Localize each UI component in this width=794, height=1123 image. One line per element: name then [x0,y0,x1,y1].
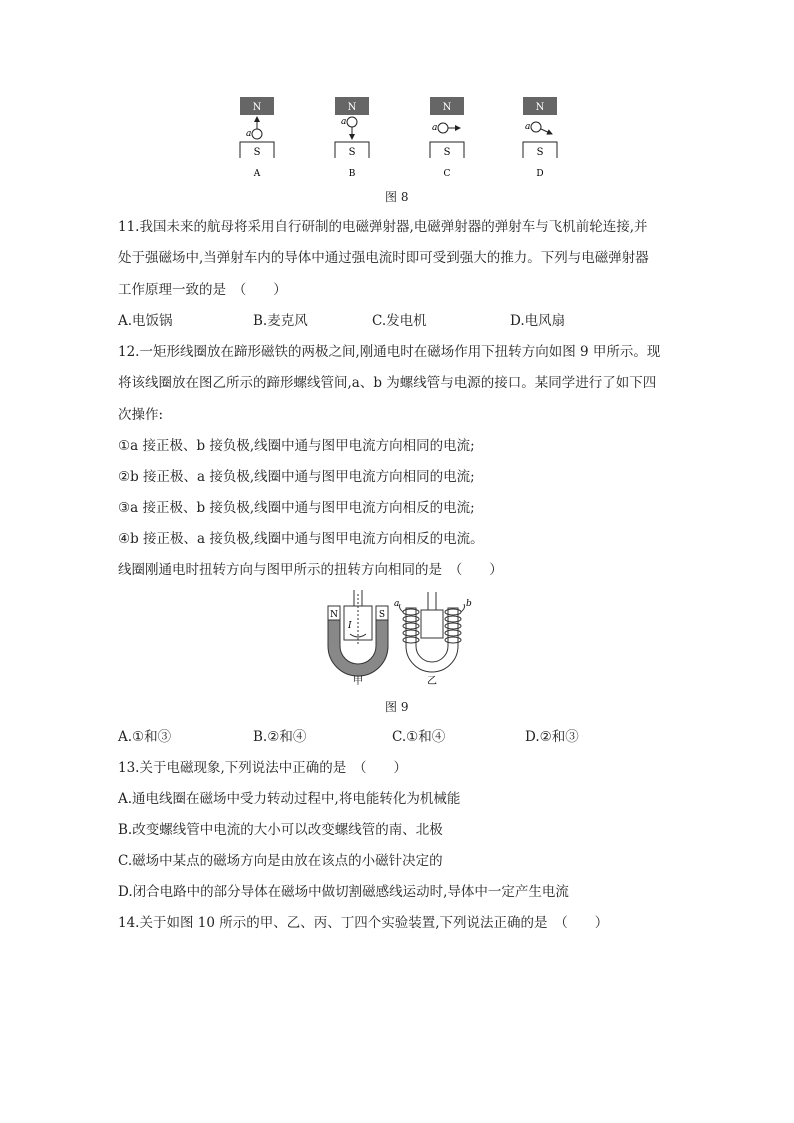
figure-8 [220,92,580,182]
panel-letter: D [536,169,544,179]
q12-question: 线圈刚通电时扭转方向与图甲所示的扭转方向相同的是 （ ） [118,562,503,578]
conductor-label: a [432,123,438,133]
panel-letter: B [348,169,356,179]
panel-c [430,97,464,179]
figure-9-caption: 图 9 [385,700,409,714]
south-label: S [348,147,356,158]
label-jia: 甲 [353,676,363,687]
panel-letter: C [443,169,451,179]
q13-option-c: C.磁场中某点的磁场方向是由放在该点的小磁针决定的 [118,853,443,869]
q11-line-3: 工作原理一致的是 （ ） [118,282,287,298]
q12-option-c: C.①和④ [392,729,446,745]
south-label: S [378,610,386,620]
conductor-circle [252,129,262,139]
q13-option-b: B.改变螺线管中电流的大小可以改变螺线管的南、北极 [118,822,443,838]
north-label: N [442,102,452,113]
north-label: N [347,102,357,113]
north-label: N [535,102,545,113]
q11-line-1: 11.我国未来的航母将采用自行研制的电磁弹射器,电磁弹射器的弹射车与飞机前轮连接,并 [118,219,648,235]
q13-line-1: 13.关于电磁现象,下列说法中正确的是 （ ） [118,760,408,776]
panel-b [335,97,369,179]
q13-option-a: A.通电线圈在磁场中受力转动过程中,将电能转化为机械能 [118,791,461,807]
conductor-label: a [525,122,531,132]
terminal-b-label: b [466,599,472,609]
terminal-a-wire [399,604,403,612]
q12-operation-2: ②b 接正极、a 接负极,线圈中通与图甲电流方向相同的电流; [118,469,475,485]
q12-option-a: A.①和③ [118,729,172,745]
q13-option-d: D.闭合电路中的部分导体在磁场中做切割磁感线运动时,导体中一定产生电流 [118,884,569,900]
q12-operation-3: ③a 接正极、b 接负极,线圈中通与图甲电流方向相反的电流; [118,500,475,516]
label-yi: 乙 [427,676,437,687]
figure-8-caption: 图 8 [385,190,409,204]
conductor-label: a [246,129,252,139]
q12-line-1: 12.一矩形线圈放在蹄形磁铁的两极之间,刚通电时在磁场作用下扭转方向如图 9 甲所示。现 [118,344,661,360]
panel-letter: A [253,169,261,179]
south-label: S [253,147,261,158]
current-label: I [348,621,352,631]
q12-operation-1: ①a 接正极、b 接负极,线圈中通与图甲电流方向相同的电流; [118,438,475,454]
figure-8-diagram [220,92,580,182]
north-label: N [330,610,338,620]
q12-line-2: 将该线圈放在图乙所示的蹄形螺线管间,a、b 为螺线管与电源的接口。某同学进行了如下四 [118,375,657,391]
figure-9 [318,588,478,688]
q14-line-1: 14.关于如图 10 所示的甲、乙、丙、丁四个实验装置,下列说法正确的是 （ ） [118,915,609,931]
terminal-a-label: a [394,599,400,609]
south-label: S [536,147,544,158]
q11-line-2: 处于强磁场中,当弹射车内的导体中通过强电流时即可受到强大的推力。下列与电磁弹射器 [118,250,649,266]
rectangular-coil [421,610,443,638]
figure-9-left [328,590,388,687]
terminal-b-wire [461,604,465,612]
conductor-label: a [341,117,347,127]
q11-option-c: C.发电机 [372,313,427,329]
q12-option-d: D.②和③ [525,729,579,745]
north-label: N [252,102,262,113]
q12-line-3: 次操作: [118,407,164,423]
figure-9-right [394,592,472,687]
q12-operation-4: ④b 接正极、a 接负极,线圈中通与图甲电流方向相反的电流。 [118,531,484,547]
south-label: S [443,147,451,158]
q12-option-b: B.②和④ [253,729,307,745]
conductor-circle [531,122,541,132]
conductor-circle [347,117,357,127]
q11-option-a: A.电饭锅 [118,313,173,329]
panel-d [523,97,557,179]
q11-option-b: B.麦克风 [253,313,308,329]
figure-9-diagram [318,588,478,688]
force-arrow-diagonal [541,129,552,134]
q11-option-d: D.电风扇 [510,313,566,329]
panel-a [240,97,274,179]
conductor-circle [438,123,448,133]
